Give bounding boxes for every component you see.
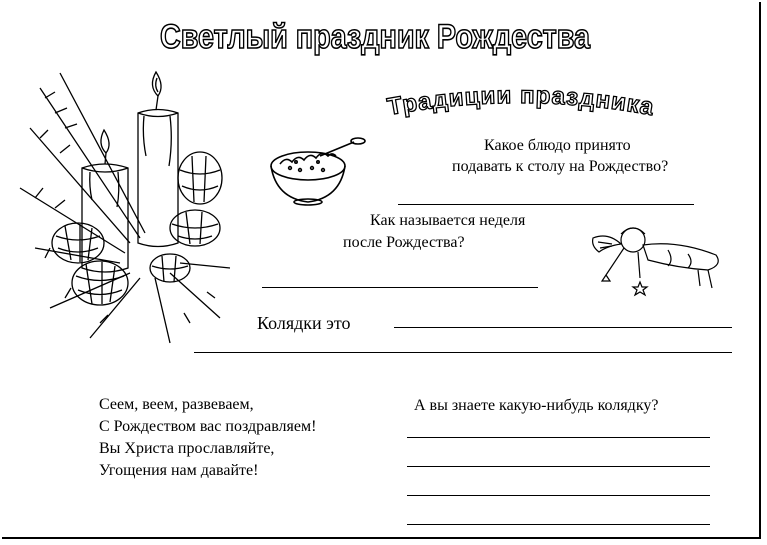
carol-verse	[99, 394, 316, 482]
carol-answer-line-3[interactable]	[407, 495, 710, 496]
section-subtitle-text: Традиции праздника	[385, 84, 657, 122]
dish-answer-line[interactable]	[398, 204, 694, 205]
know-carol-question: А вы знаете какую-нибудь колядку?	[414, 397, 659, 414]
carol-answer-line-1[interactable]	[407, 437, 710, 438]
verse-line: Сеем, веем, развеваем,	[99, 396, 254, 413]
dish-question-line2: подавать к столу на Рождество?	[452, 158, 669, 175]
candles-icon	[20, 68, 235, 348]
page-title	[140, 8, 610, 60]
kolyadki-answer-line-1[interactable]	[394, 327, 732, 328]
page-title-text: Светлый праздник Рождества	[160, 18, 591, 56]
week-question-line2: после Рождества?	[343, 234, 465, 251]
kolyadki-answer-line-2[interactable]	[194, 352, 732, 353]
week-question-line1: Как называется неделя	[370, 212, 526, 229]
svg-text:Традиции праздника	[385, 84, 656, 121]
dish-question-line1: Какое блюдо принято	[484, 137, 631, 154]
carol-answer-line-4[interactable]	[407, 524, 710, 525]
verse-line: Угощения нам давайте!	[99, 462, 259, 479]
angel-icon	[588, 220, 728, 310]
verse-line: Вы Христа прославляйте,	[99, 440, 275, 457]
carol-answer-line-2[interactable]	[407, 466, 710, 467]
section-subtitle	[330, 84, 710, 134]
kolyadki-label: Колядки это	[257, 313, 351, 333]
kutia-bowl-icon	[268, 138, 368, 208]
week-answer-line[interactable]	[262, 287, 538, 288]
verse-line: С Рождеством вас поздравляем!	[99, 418, 317, 435]
